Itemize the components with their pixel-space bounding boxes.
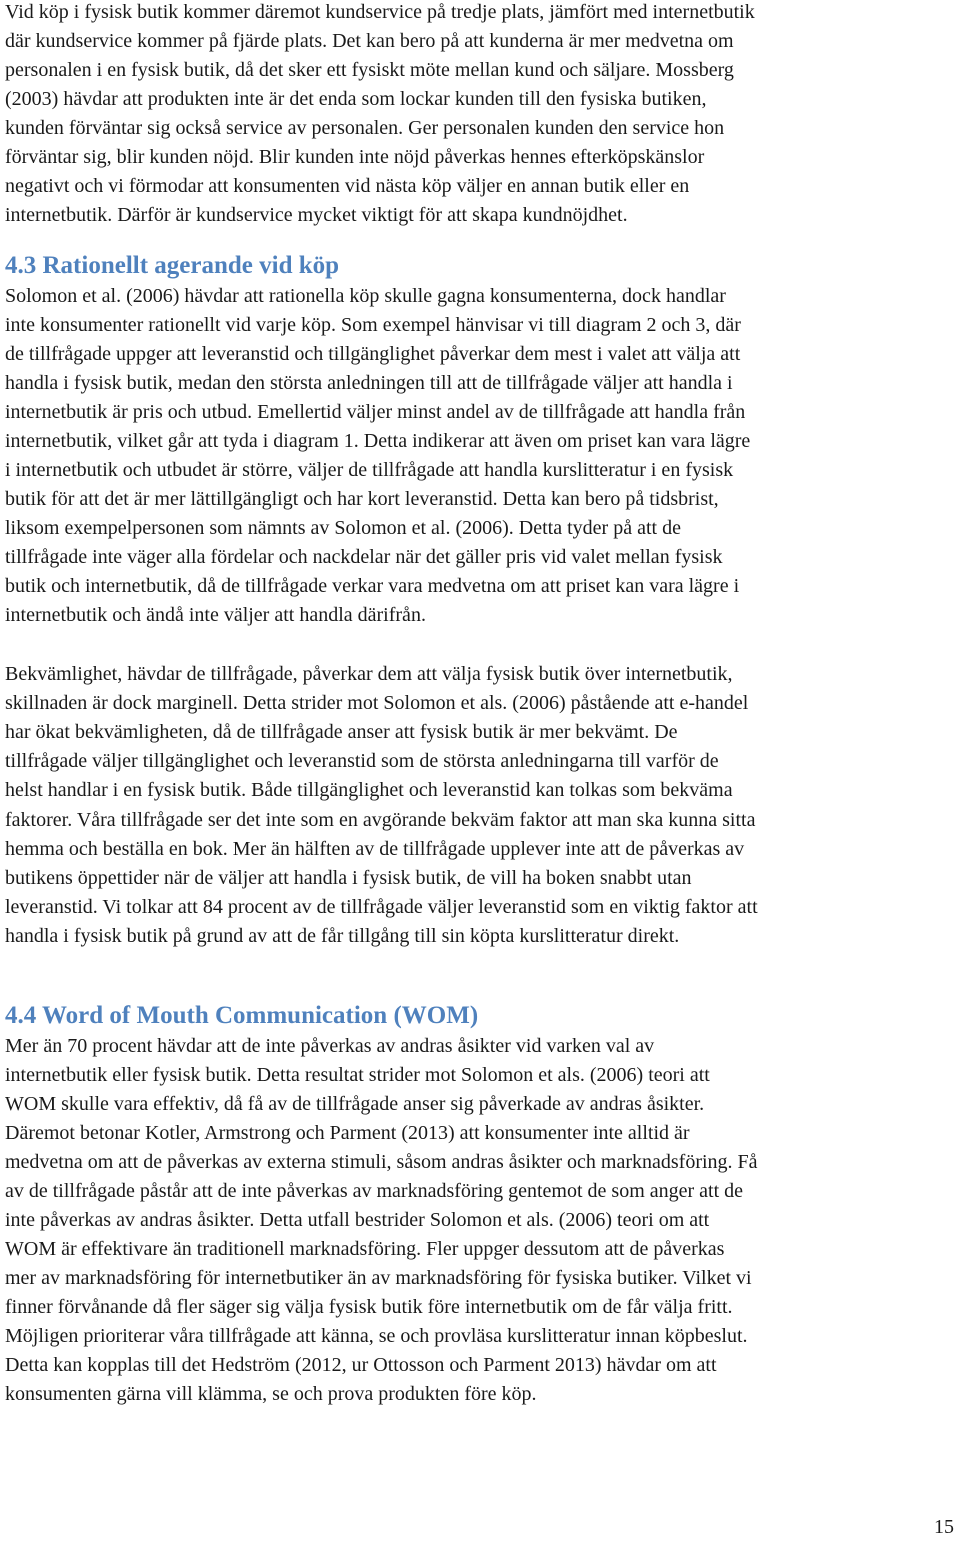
text-line: butik för att det är mer lättillgängligt och har kort leveranstid. Detta kan bero på tidsbrist, [5,488,719,510]
text-line: negativt och vi förmodar att konsumenten vid nästa köp väljer en annan butik eller en [5,175,690,197]
text-line: Vid köp i fysisk butik kommer däremot kundservice på tredje plats, jämfört med internetbutik [5,1,755,23]
section-heading-4-4: 4.4 Word of Mouth Communication (WOM) [5,1002,479,1029]
text-line: tillfrågade väljer tillgänglighet och leveranstid som de största anledningarna till varför de [5,750,719,772]
text-line: finner förvånande då fler säger sig välja fysisk butik före internetbutik om de får välja fritt. [5,1296,733,1318]
text-line: leveranstid. Vi tolkar att 84 procent av de tillfrågade väljer leveranstid som en viktig faktor att [5,896,758,918]
text-line: hemma och beställa en bok. Mer än hälften av de tillfrågade upplever inte att de påverkas av [5,838,745,860]
text-line: av de tillfrågade påstår att de inte påverkas av marknadsföring gentemot de som anger att de [5,1180,744,1202]
text-line: personalen i en fysisk butik, då det sker ett fysiskt möte mellan kund och säljare. Mossberg [5,59,734,81]
text-line: butik och internetbutik, då de tillfrågade verkar vara medvetna om att priset kan vara lägre i [5,575,740,597]
text-line: internetbutik och ändå inte väljer att handla därifrån. [5,604,426,626]
text-line: har ökat bekvämligheten, då de tillfrågade anser att fysisk butik är mer bekvämt. De [5,721,678,743]
text-line: inte konsumenter rationellt vid varje köp. Som exempel hänvisar vi till diagram 2 och 3, där [5,314,741,336]
text-line: WOM skulle vara effektiv, då få av de tillfrågade anser sig påverkade av andras åsikter. [5,1093,705,1115]
text-line: internetbutik, vilket går att tyda i diagram 1. Detta indikerar att även om priset kan vara lägre [5,430,751,452]
text-line: i internetbutik och utbudet är större, väljer de tillfrågade att handla kurslitteratur i en fysisk [5,459,734,481]
text-line: helst handlar i en fysisk butik. Både tillgänglighet och leveranstid kan tolkas som bekväma [5,779,733,801]
text-line: konsumenten gärna vill klämma, se och prova produkten före köp. [5,1383,537,1405]
text-line: tillfrågade inte väger alla fördelar och nackdelar när det gäller pris vid valet mellan fysisk [5,546,723,568]
text-line: Solomon et al. (2006) hävdar att rationella köp skulle gagna konsumenterna, dock handlar [5,285,726,307]
text-line: förväntar sig, blir kunden nöjd. Blir kunden inte nöjd påverkas hennes efterköpskänslor [5,146,705,168]
text-line: medvetna om att de påverkas av externa stimuli, såsom andras åsikter och marknadsföring. Få [5,1151,758,1173]
text-line: internetbutik. Därför är kundservice mycket viktigt för att skapa kundnöjdhet. [5,204,628,226]
text-line: kunden förväntar sig också service av personalen. Ger personalen kunden den service hon [5,117,725,139]
text-line: butikens öppettider när de väljer att handla i fysisk butik, de vill ha boken snabbt utan [5,867,692,889]
text-line: inte påverkas av andras åsikter. Detta utfall bestrider Solomon et als. (2006) teori om att [5,1209,710,1231]
text-line: Däremot betonar Kotler, Armstrong och Parment (2013) att konsumenter inte alltid är [5,1122,690,1144]
text-line: Bekvämlighet, hävdar de tillfrågade, påverkar dem att välja fysisk butik över internetbutik, [5,663,733,685]
text-line: WOM är effektivare än traditionell marknadsföring. Fler uppger dessutom att de påverkas [5,1238,725,1260]
page-number: 15 [934,1516,954,1538]
text-line: faktorer. Våra tillfrågade ser det inte som en avgörande bekväm faktor att man ska kunna sitta [5,809,756,831]
text-line: handla i fysisk butik på grund av att de får tillgång till sin köpta kurslitteratur direkt. [5,925,680,947]
text-line: mer av marknadsföring för internetbutiker än av marknadsföring för fysiska butiker. Vilket vi [5,1267,752,1289]
text-line: skillnaden är dock marginell. Detta strider mot Solomon et als. (2006) påstående att e-handel [5,692,749,714]
text-line: handla i fysisk butik, medan den största anledningen till att de tillfrågade väljer att handla i [5,372,733,394]
section-heading-4-3: 4.3 Rationellt agerande vid köp [5,252,340,279]
text-line: där kundservice kommer på fjärde plats. Det kan bero på att kunderna är mer medvetna om [5,30,734,52]
text-line: internetbutik eller fysisk butik. Detta resultat strider mot Solomon et als. (2006) teori att [5,1064,710,1086]
text-line: Möjligen prioriterar våra tillfrågade att känna, se och provläsa kurslitteratur innan köpbeslut. [5,1325,748,1347]
text-line: Detta kan kopplas till det Hedström (2012, ur Ottosson och Parment 2013) hävdar om att [5,1354,717,1376]
text-line: Mer än 70 procent hävdar att de inte påverkas av andras åsikter vid varken val av [5,1035,655,1057]
text-line: de tillfrågade uppger att leveranstid och tillgänglighet påverkar dem mest i valet att välja att [5,343,741,365]
text-line: (2003) hävdar att produkten inte är det enda som lockar kunden till den fysiska butiken, [5,88,707,110]
text-line: internetbutik är pris och utbud. Emellertid väljer minst andel av de tillfrågade att handla från [5,401,746,423]
text-line: liksom exempelpersonen som nämnts av Solomon et al. (2006). Detta tyder på att de [5,517,681,539]
